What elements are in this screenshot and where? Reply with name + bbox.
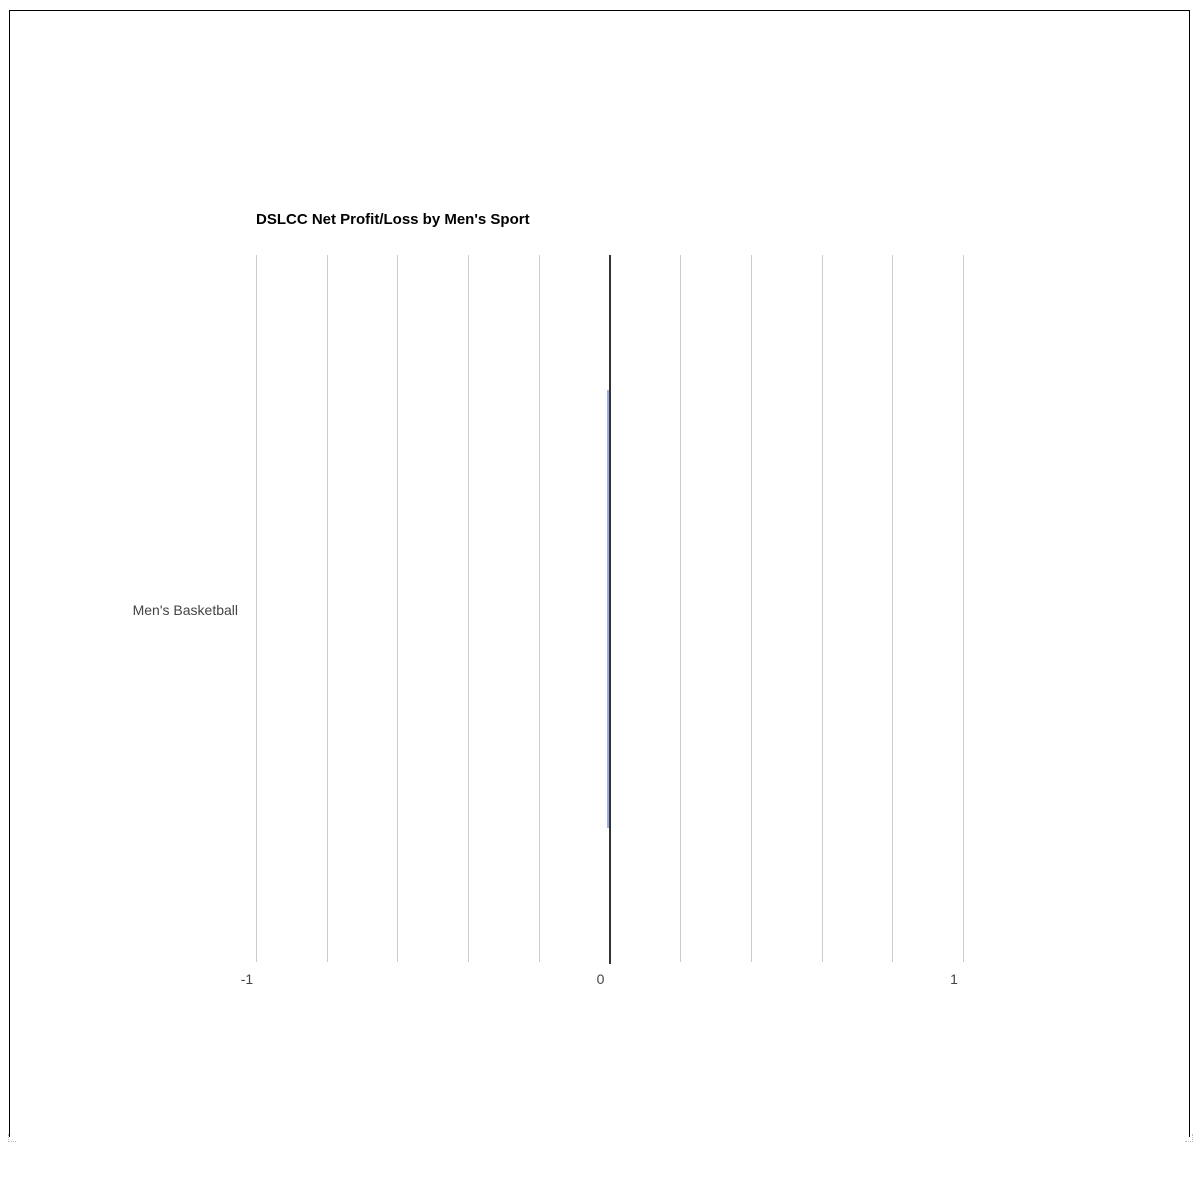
gridline	[751, 255, 752, 962]
gridline	[539, 255, 540, 962]
gridline	[963, 255, 964, 962]
chart-frame	[9, 10, 1190, 1137]
bar-men-s-basketball	[607, 390, 609, 828]
gridline	[256, 255, 257, 962]
x-axis-tick-label: 0	[596, 971, 605, 987]
gridline	[680, 255, 681, 962]
x-axis-tick-label: -1	[240, 971, 254, 987]
gridline	[327, 255, 328, 962]
y-axis-category-label: Men's Basketball	[132, 602, 238, 618]
gridline	[892, 255, 893, 962]
zero-baseline	[609, 255, 611, 964]
gridline	[822, 255, 823, 962]
plot-area	[256, 255, 1035, 964]
chart-title: DSLCC Net Profit/Loss by Men's Sport	[256, 211, 530, 228]
gridline	[468, 255, 469, 962]
frame-corner-mark	[1185, 1134, 1193, 1142]
frame-corner-mark	[8, 1134, 16, 1142]
gridline	[397, 255, 398, 962]
x-axis-tick-label: 1	[950, 971, 958, 987]
